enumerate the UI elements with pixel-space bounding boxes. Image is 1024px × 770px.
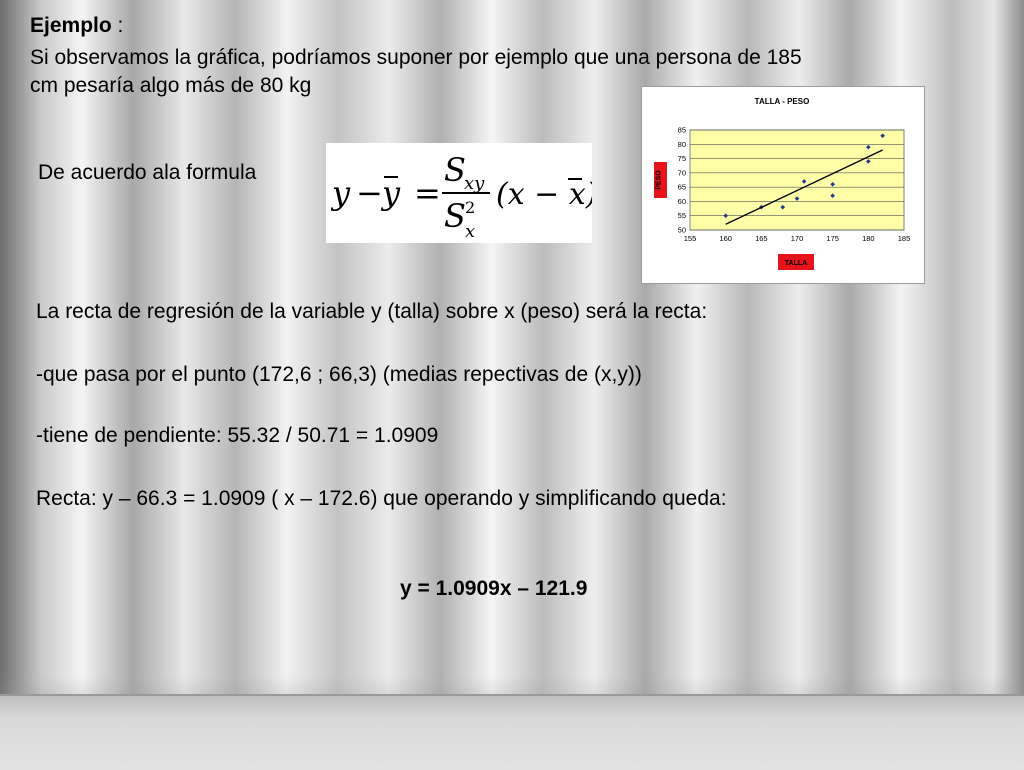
formula-denominator-sup: 2 bbox=[465, 198, 476, 217]
curtain-hem bbox=[0, 694, 1024, 770]
formula-numerator-sub: xy bbox=[464, 173, 485, 194]
formula-denominator-sub: x bbox=[465, 221, 476, 242]
chart-svg bbox=[642, 87, 924, 283]
title-colon: : bbox=[111, 14, 124, 37]
x-tick-label: 165 bbox=[755, 234, 768, 243]
slope-line: -tiene de pendiente: 55.32 / 50.71 = 1.0909 bbox=[36, 424, 439, 447]
regression-description: La recta de regresión de la variable y (talla) sobre x (peso) será la recta: bbox=[36, 300, 708, 323]
y-tick-label: 60 bbox=[677, 196, 686, 206]
line-equation: Recta: y – 66.3 = 1.0909 ( x – 172.6) que operando y simplificando queda: bbox=[36, 487, 727, 510]
mean-point-line: -que pasa por el punto (172,6 ; 66,3) (medias repectivas de (x,y)) bbox=[36, 363, 642, 386]
regression-formula-image bbox=[326, 143, 592, 243]
formula-ybar: y bbox=[382, 174, 401, 212]
plot-area bbox=[690, 130, 904, 230]
y-axis-label: PESO bbox=[655, 170, 663, 190]
intro-line-1: Si observamos la gráfica, podríamos suponer por ejemplo que una persona de 185 bbox=[30, 46, 802, 69]
slide-title bbox=[30, 12, 123, 40]
title-bold: Ejemplo bbox=[30, 14, 112, 37]
y-tick-labels bbox=[678, 126, 686, 235]
y-tick-label: 55 bbox=[677, 211, 686, 221]
formula-denominator: S bbox=[444, 197, 466, 235]
x-tick-label: 155 bbox=[683, 234, 697, 243]
y-tick-label: 80 bbox=[677, 139, 686, 149]
formula-equals: = bbox=[414, 174, 441, 212]
x-tick-label: 175 bbox=[826, 234, 839, 243]
formula-label: De acuerdo ala formula bbox=[38, 161, 257, 184]
intro-line-2: cm pesaría algo más de 80 kg bbox=[30, 74, 312, 97]
formula-svg bbox=[326, 143, 592, 243]
formula-numerator: S bbox=[444, 151, 466, 189]
final-equation: y = 1.0909x – 121.9 bbox=[400, 577, 588, 600]
y-tick-label: 85 bbox=[677, 125, 686, 135]
scatter-chart bbox=[641, 86, 925, 284]
x-tick-label: 170 bbox=[790, 234, 804, 243]
y-tick-label: 70 bbox=[677, 168, 686, 178]
y-tick-label: 50 bbox=[677, 225, 686, 235]
x-tick-label: 160 bbox=[719, 234, 732, 243]
formula-rhs: (x − x) bbox=[496, 177, 592, 212]
formula-y: y bbox=[332, 174, 351, 212]
x-axis-label: TALLA bbox=[784, 260, 808, 267]
x-tick-labels bbox=[684, 234, 911, 243]
x-tick-label: 180 bbox=[862, 234, 875, 243]
y-tick-label: 65 bbox=[677, 182, 686, 192]
formula-minus: − bbox=[356, 174, 383, 212]
x-tick-label: 185 bbox=[897, 234, 911, 243]
chart-title: TALLA - PESO bbox=[754, 97, 810, 106]
y-tick-label: 75 bbox=[677, 154, 686, 164]
